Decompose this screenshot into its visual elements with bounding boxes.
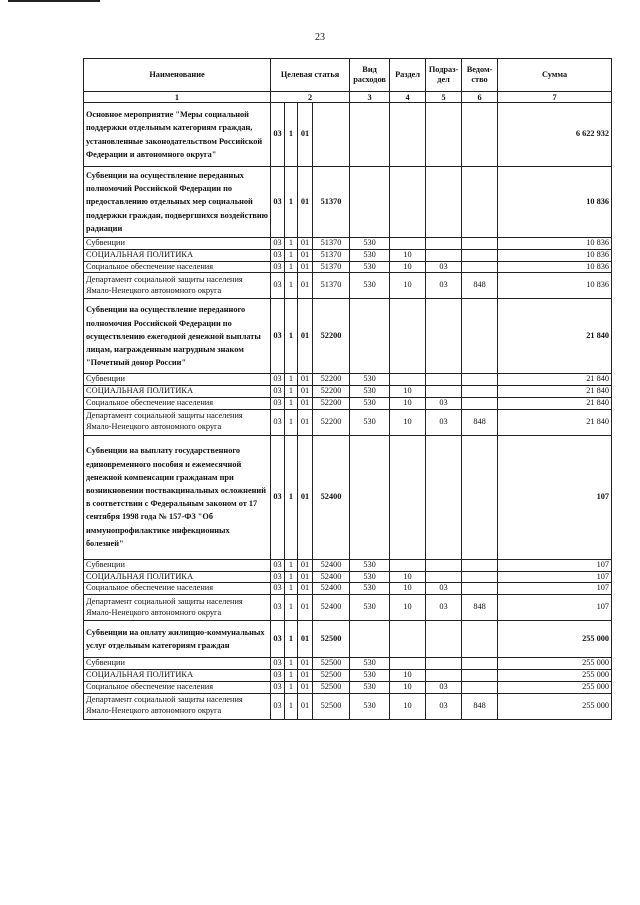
code-direction: 51370 bbox=[313, 249, 350, 261]
row-name: Субвенции bbox=[84, 559, 271, 571]
code-program: 03 bbox=[271, 658, 285, 670]
code-event: 01 bbox=[298, 559, 313, 571]
expense-type-cell bbox=[350, 299, 390, 374]
sum-cell: 10 836 bbox=[498, 273, 612, 299]
subsection-cell bbox=[426, 374, 462, 386]
table-row bbox=[84, 261, 612, 273]
code-direction: 52500 bbox=[313, 681, 350, 693]
code-event: 01 bbox=[298, 571, 313, 583]
code-direction: 52500 bbox=[313, 621, 350, 658]
sum-cell: 21 840 bbox=[498, 409, 612, 435]
sum-cell: 255 000 bbox=[498, 669, 612, 681]
code-subprogram: 1 bbox=[285, 386, 298, 398]
sum-cell: 6 622 932 bbox=[498, 103, 612, 167]
subsection-cell: 03 bbox=[426, 595, 462, 621]
department-cell bbox=[462, 621, 498, 658]
code-subprogram: 1 bbox=[285, 238, 298, 250]
code-event: 01 bbox=[298, 238, 313, 250]
column-number: 3 bbox=[350, 92, 390, 103]
code-subprogram: 1 bbox=[285, 397, 298, 409]
row-name: Субвенции на осуществление переданных полномочий Российской Федерации по предоставлению отдельных мер социальной поддержки граждан, подвергшихся воздействию радиации bbox=[84, 167, 271, 238]
table-row bbox=[84, 238, 612, 250]
subsection-cell bbox=[426, 658, 462, 670]
code-event: 01 bbox=[298, 249, 313, 261]
table-row bbox=[84, 374, 612, 386]
code-direction: 52200 bbox=[313, 409, 350, 435]
code-direction: 51370 bbox=[313, 238, 350, 250]
code-subprogram: 1 bbox=[285, 167, 298, 238]
expense-type-cell: 530 bbox=[350, 273, 390, 299]
sum-cell: 10 836 bbox=[498, 238, 612, 250]
header-row bbox=[84, 59, 612, 92]
sum-cell: 107 bbox=[498, 559, 612, 571]
department-cell bbox=[462, 658, 498, 670]
code-event: 01 bbox=[298, 409, 313, 435]
department-cell bbox=[462, 374, 498, 386]
table-row bbox=[84, 167, 612, 238]
row-name: Департамент социальной защиты населения Ямало-Ненецкого автономного округа bbox=[84, 409, 271, 435]
section-cell: 10 bbox=[390, 249, 426, 261]
code-event: 01 bbox=[298, 386, 313, 398]
row-name: Субвенции на выплату государственного единовременного пособия и ежемесячной денежной компенсации гражданам при возникновении поствакцинальных осложнений в соответствии с Федеральным законом от 17 сентября 1998 года № 157-ФЗ "Об иммунопрофилактике инфекционных болезней" bbox=[84, 435, 271, 559]
section-cell: 10 bbox=[390, 681, 426, 693]
code-subprogram: 1 bbox=[285, 261, 298, 273]
code-subprogram: 1 bbox=[285, 249, 298, 261]
expense-type-cell bbox=[350, 435, 390, 559]
code-direction: 52400 bbox=[313, 435, 350, 559]
code-subprogram: 1 bbox=[285, 559, 298, 571]
code-direction: 52400 bbox=[313, 595, 350, 621]
subsection-cell: 03 bbox=[426, 681, 462, 693]
section-cell: 10 bbox=[390, 273, 426, 299]
code-event: 01 bbox=[298, 658, 313, 670]
sum-cell: 21 840 bbox=[498, 386, 612, 398]
code-event: 01 bbox=[298, 261, 313, 273]
code-subprogram: 1 bbox=[285, 374, 298, 386]
sum-cell: 107 bbox=[498, 595, 612, 621]
sum-cell: 107 bbox=[498, 435, 612, 559]
expense-type-cell: 530 bbox=[350, 693, 390, 719]
code-direction: 52200 bbox=[313, 397, 350, 409]
table-row bbox=[84, 669, 612, 681]
code-program: 03 bbox=[271, 693, 285, 719]
header-expense-type: Вид расходов bbox=[350, 59, 390, 92]
table-row bbox=[84, 658, 612, 670]
header-section: Раздел bbox=[390, 59, 426, 92]
sum-cell: 255 000 bbox=[498, 621, 612, 658]
code-program: 03 bbox=[271, 249, 285, 261]
section-cell: 10 bbox=[390, 261, 426, 273]
column-number-row bbox=[84, 92, 612, 103]
table-row bbox=[84, 681, 612, 693]
code-direction: 52400 bbox=[313, 583, 350, 595]
section-cell: 10 bbox=[390, 583, 426, 595]
code-subprogram: 1 bbox=[285, 681, 298, 693]
subsection-cell bbox=[426, 249, 462, 261]
section-cell: 10 bbox=[390, 693, 426, 719]
code-event: 01 bbox=[298, 595, 313, 621]
department-cell bbox=[462, 397, 498, 409]
code-subprogram: 1 bbox=[285, 621, 298, 658]
code-event: 01 bbox=[298, 374, 313, 386]
code-event: 01 bbox=[298, 669, 313, 681]
row-name: Социальное обеспечение населения bbox=[84, 583, 271, 595]
table-row bbox=[84, 103, 612, 167]
code-direction: 52500 bbox=[313, 693, 350, 719]
code-event: 01 bbox=[298, 397, 313, 409]
column-number: 4 bbox=[390, 92, 426, 103]
subsection-cell bbox=[426, 167, 462, 238]
code-subprogram: 1 bbox=[285, 273, 298, 299]
table-row bbox=[84, 693, 612, 719]
row-name: Субвенции bbox=[84, 658, 271, 670]
code-program: 03 bbox=[271, 669, 285, 681]
sum-cell: 255 000 bbox=[498, 658, 612, 670]
section-cell bbox=[390, 658, 426, 670]
subsection-cell bbox=[426, 103, 462, 167]
expense-type-cell: 530 bbox=[350, 249, 390, 261]
row-name: Основное мероприятие "Меры социальной поддержки отдельным категориям граждан, установленные законодательством Российской Федерации и автономного округа" bbox=[84, 103, 271, 167]
column-number: 5 bbox=[426, 92, 462, 103]
table-row bbox=[84, 249, 612, 261]
department-cell bbox=[462, 435, 498, 559]
expense-type-cell: 530 bbox=[350, 658, 390, 670]
expense-type-cell: 530 bbox=[350, 571, 390, 583]
department-cell bbox=[462, 386, 498, 398]
subsection-cell bbox=[426, 435, 462, 559]
expense-type-cell bbox=[350, 167, 390, 238]
code-program: 03 bbox=[271, 621, 285, 658]
department-cell bbox=[462, 583, 498, 595]
table-row bbox=[84, 621, 612, 658]
code-event: 01 bbox=[298, 273, 313, 299]
code-subprogram: 1 bbox=[285, 435, 298, 559]
sum-cell: 10 836 bbox=[498, 249, 612, 261]
subsection-cell bbox=[426, 559, 462, 571]
department-cell bbox=[462, 571, 498, 583]
row-name: Социальное обеспечение населения bbox=[84, 261, 271, 273]
code-direction: 52500 bbox=[313, 658, 350, 670]
section-cell bbox=[390, 299, 426, 374]
subsection-cell bbox=[426, 571, 462, 583]
department-cell: 848 bbox=[462, 595, 498, 621]
section-cell: 10 bbox=[390, 386, 426, 398]
section-cell: 10 bbox=[390, 669, 426, 681]
row-name: Субвенции на оплату жилищно-коммунальных услуг отдельным категориям граждан bbox=[84, 621, 271, 658]
code-program: 03 bbox=[271, 273, 285, 299]
expense-type-cell: 530 bbox=[350, 238, 390, 250]
row-name: СОЦИАЛЬНАЯ ПОЛИТИКА bbox=[84, 386, 271, 398]
subsection-cell: 03 bbox=[426, 693, 462, 719]
row-name: Субвенции bbox=[84, 238, 271, 250]
row-name: СОЦИАЛЬНАЯ ПОЛИТИКА bbox=[84, 249, 271, 261]
column-number: 2 bbox=[271, 92, 350, 103]
code-event: 01 bbox=[298, 583, 313, 595]
expense-type-cell: 530 bbox=[350, 559, 390, 571]
table-row bbox=[84, 397, 612, 409]
code-subprogram: 1 bbox=[285, 409, 298, 435]
code-subprogram: 1 bbox=[285, 658, 298, 670]
department-cell: 848 bbox=[462, 409, 498, 435]
expense-type-cell: 530 bbox=[350, 669, 390, 681]
table-row bbox=[84, 409, 612, 435]
department-cell bbox=[462, 559, 498, 571]
department-cell bbox=[462, 167, 498, 238]
code-subprogram: 1 bbox=[285, 693, 298, 719]
expense-type-cell: 530 bbox=[350, 681, 390, 693]
code-direction: 51370 bbox=[313, 261, 350, 273]
code-direction: 52500 bbox=[313, 669, 350, 681]
department-cell: 848 bbox=[462, 273, 498, 299]
sum-cell: 21 840 bbox=[498, 299, 612, 374]
code-program: 03 bbox=[271, 409, 285, 435]
row-name: СОЦИАЛЬНАЯ ПОЛИТИКА bbox=[84, 669, 271, 681]
expense-type-cell: 530 bbox=[350, 261, 390, 273]
code-direction: 51370 bbox=[313, 167, 350, 238]
subsection-cell: 03 bbox=[426, 273, 462, 299]
sum-cell: 107 bbox=[498, 571, 612, 583]
code-direction: 52200 bbox=[313, 374, 350, 386]
department-cell bbox=[462, 238, 498, 250]
header-name: Наименование bbox=[84, 59, 271, 92]
section-cell: 10 bbox=[390, 397, 426, 409]
page-number: 23 bbox=[315, 32, 325, 43]
row-name: Социальное обеспечение населения bbox=[84, 681, 271, 693]
code-program: 03 bbox=[271, 299, 285, 374]
code-program: 03 bbox=[271, 261, 285, 273]
section-cell bbox=[390, 167, 426, 238]
table-row bbox=[84, 386, 612, 398]
code-event: 01 bbox=[298, 621, 313, 658]
expense-type-cell: 530 bbox=[350, 386, 390, 398]
row-name: Субвенции bbox=[84, 374, 271, 386]
header-department: Ведом-ство bbox=[462, 59, 498, 92]
column-number: 1 bbox=[84, 92, 271, 103]
expense-type-cell: 530 bbox=[350, 583, 390, 595]
code-subprogram: 1 bbox=[285, 669, 298, 681]
budget-table bbox=[83, 58, 612, 720]
expense-type-cell: 530 bbox=[350, 397, 390, 409]
column-number: 7 bbox=[498, 92, 612, 103]
section-cell: 10 bbox=[390, 409, 426, 435]
code-program: 03 bbox=[271, 386, 285, 398]
section-cell: 10 bbox=[390, 571, 426, 583]
section-cell bbox=[390, 559, 426, 571]
subsection-cell: 03 bbox=[426, 409, 462, 435]
table-row bbox=[84, 299, 612, 374]
sum-cell: 10 836 bbox=[498, 261, 612, 273]
code-program: 03 bbox=[271, 103, 285, 167]
code-direction bbox=[313, 103, 350, 167]
code-program: 03 bbox=[271, 374, 285, 386]
sum-cell: 21 840 bbox=[498, 374, 612, 386]
code-subprogram: 1 bbox=[285, 103, 298, 167]
row-name: Социальное обеспечение населения bbox=[84, 397, 271, 409]
department-cell bbox=[462, 681, 498, 693]
section-cell bbox=[390, 374, 426, 386]
section-cell bbox=[390, 238, 426, 250]
department-cell bbox=[462, 299, 498, 374]
row-name: Департамент социальной защиты населения Ямало-Ненецкого автономного округа bbox=[84, 273, 271, 299]
table-row bbox=[84, 435, 612, 559]
code-program: 03 bbox=[271, 397, 285, 409]
subsection-cell: 03 bbox=[426, 583, 462, 595]
row-name: СОЦИАЛЬНАЯ ПОЛИТИКА bbox=[84, 571, 271, 583]
row-name: Департамент социальной защиты населения Ямало-Ненецкого автономного округа bbox=[84, 693, 271, 719]
code-direction: 52400 bbox=[313, 571, 350, 583]
expense-type-cell: 530 bbox=[350, 595, 390, 621]
code-direction: 52400 bbox=[313, 559, 350, 571]
expense-type-cell bbox=[350, 621, 390, 658]
code-subprogram: 1 bbox=[285, 571, 298, 583]
subsection-cell bbox=[426, 669, 462, 681]
subsection-cell bbox=[426, 621, 462, 658]
code-event: 01 bbox=[298, 103, 313, 167]
corner-mark bbox=[8, 0, 100, 2]
code-program: 03 bbox=[271, 435, 285, 559]
section-cell bbox=[390, 435, 426, 559]
department-cell bbox=[462, 261, 498, 273]
code-program: 03 bbox=[271, 167, 285, 238]
sum-cell: 107 bbox=[498, 583, 612, 595]
table-row bbox=[84, 571, 612, 583]
sum-cell: 255 000 bbox=[498, 681, 612, 693]
code-subprogram: 1 bbox=[285, 595, 298, 621]
code-subprogram: 1 bbox=[285, 299, 298, 374]
department-cell: 848 bbox=[462, 693, 498, 719]
code-event: 01 bbox=[298, 435, 313, 559]
code-direction: 51370 bbox=[313, 273, 350, 299]
subsection-cell bbox=[426, 386, 462, 398]
header-target-article: Целевая статья bbox=[271, 59, 350, 92]
code-program: 03 bbox=[271, 681, 285, 693]
expense-type-cell bbox=[350, 103, 390, 167]
expense-type-cell: 530 bbox=[350, 374, 390, 386]
table-row bbox=[84, 595, 612, 621]
code-program: 03 bbox=[271, 559, 285, 571]
department-cell bbox=[462, 249, 498, 261]
section-cell: 10 bbox=[390, 595, 426, 621]
code-program: 03 bbox=[271, 571, 285, 583]
section-cell bbox=[390, 103, 426, 167]
code-program: 03 bbox=[271, 583, 285, 595]
subsection-cell bbox=[426, 299, 462, 374]
expense-type-cell: 530 bbox=[350, 409, 390, 435]
department-cell bbox=[462, 669, 498, 681]
row-name: Департамент социальной защиты населения Ямало-Ненецкого автономного округа bbox=[84, 595, 271, 621]
subsection-cell bbox=[426, 238, 462, 250]
table-row bbox=[84, 559, 612, 571]
code-event: 01 bbox=[298, 681, 313, 693]
header-sum: Сумма bbox=[498, 59, 612, 92]
table-row bbox=[84, 273, 612, 299]
code-event: 01 bbox=[298, 693, 313, 719]
subsection-cell: 03 bbox=[426, 261, 462, 273]
table-row bbox=[84, 583, 612, 595]
section-cell bbox=[390, 621, 426, 658]
code-event: 01 bbox=[298, 167, 313, 238]
department-cell bbox=[462, 103, 498, 167]
header-subsection: Подраз-дел bbox=[426, 59, 462, 92]
code-event: 01 bbox=[298, 299, 313, 374]
code-program: 03 bbox=[271, 238, 285, 250]
row-name: Субвенции на осуществление переданного полномочия Российской Федерации по осуществлению ежегодной денежной выплаты лицам, награжденным нагрудным знаком "Почетный донор России" bbox=[84, 299, 271, 374]
code-subprogram: 1 bbox=[285, 583, 298, 595]
sum-cell: 255 000 bbox=[498, 693, 612, 719]
code-direction: 52200 bbox=[313, 386, 350, 398]
sum-cell: 10 836 bbox=[498, 167, 612, 238]
subsection-cell: 03 bbox=[426, 397, 462, 409]
column-number: 6 bbox=[462, 92, 498, 103]
code-direction: 52200 bbox=[313, 299, 350, 374]
sum-cell: 21 840 bbox=[498, 397, 612, 409]
code-program: 03 bbox=[271, 595, 285, 621]
